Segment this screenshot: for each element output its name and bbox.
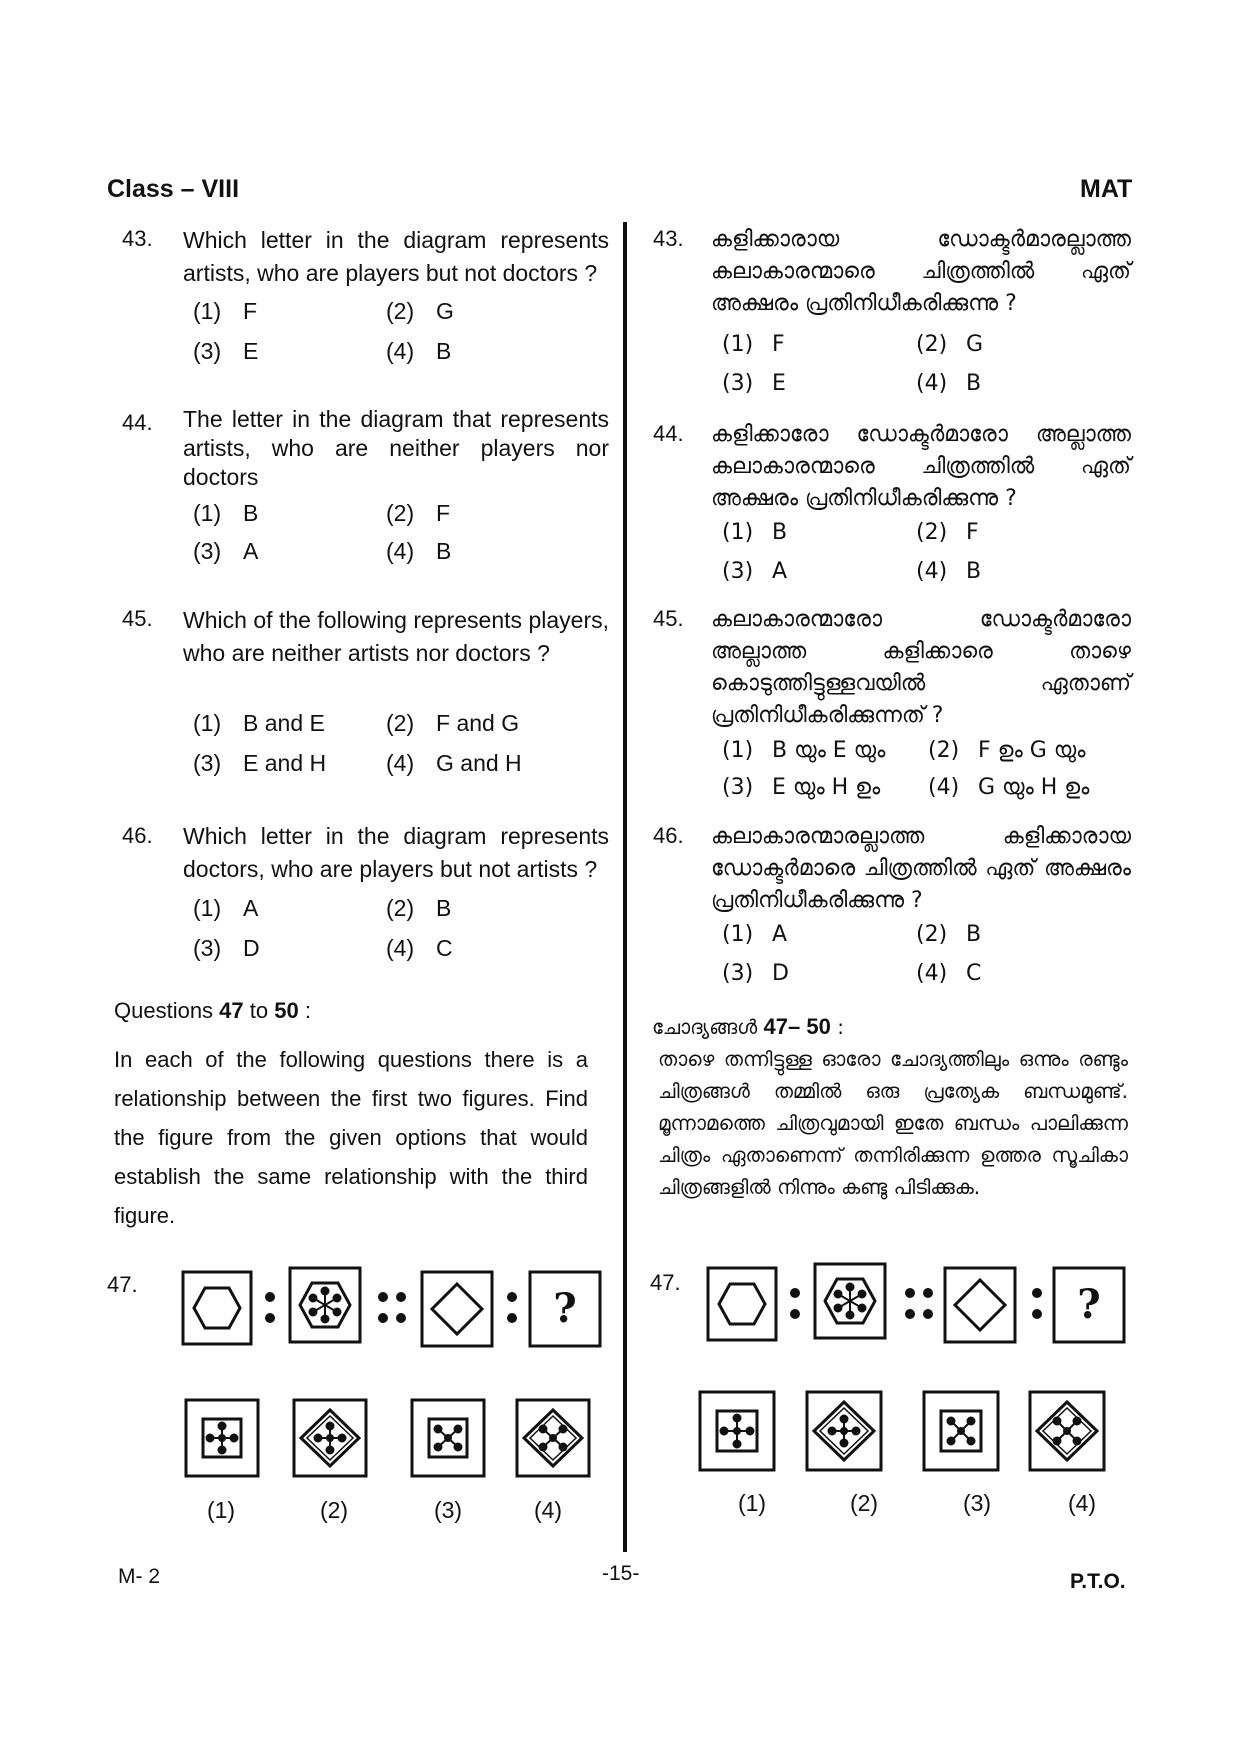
- instructions: താഴെ തന്നിട്ടുള്ള ഓരോ ചോദ്യത്തിലും ഒന്നും രണ്ടും ചിത്രങ്ങൾ തമ്മിൽ ഒരു പ്രത്യേക ബന്ധമുണ്ട്. മൂന്നാമത്തെ ചിത്രവുമായി ഇതേ ബന്ധം പാലിക്കുന്ന ചിത്രം ഏതാണെന്ന് തന്നിരിക്കുന്ന ഉത്തര സൂചികാ ചിത്രങ്ങളിൽ നിന്നും കണ്ടു പിടിക്കുക.: [658, 1047, 1128, 1199]
- pto-label: P.T.O.: [1070, 1570, 1126, 1593]
- option-fig-1: [700, 1392, 774, 1470]
- option-label: (2): [319, 1497, 349, 1523]
- option: (1) F: [193, 298, 258, 324]
- question-number: 44.: [122, 410, 153, 435]
- option-label: (3): [433, 1497, 463, 1523]
- section-heading: Questions 47 to 50 :: [114, 998, 311, 1023]
- question-text: കളിക്കാരായ ഡോക്ടർമാരല്ലാത്ത കലാകാരന്മാരെ ചിത്രത്തിൽ ഏത് അക്ഷരം പ്രതിനിധീകരിക്കുന്നു ?: [711, 227, 1131, 316]
- option: (2) B: [916, 922, 982, 947]
- option-label: (2): [849, 1490, 879, 1516]
- option: (3) E and H: [193, 750, 327, 776]
- option-fig-2: [807, 1392, 881, 1470]
- instructions: In each of the following questions there is a relationship between the first two figures. Find the figure from the given options that would establish the same relationship with the third figure.: [114, 1047, 588, 1228]
- option: (4) B: [386, 538, 452, 564]
- question-text: Which letter in the diagram represents artists, who are players but not doctors ?: [183, 227, 609, 286]
- option: (1) B and E: [193, 710, 325, 736]
- question-number: 43.: [653, 226, 684, 251]
- question-number: 44.: [653, 421, 684, 446]
- option: (1) F: [722, 332, 785, 357]
- question-mark: ?: [553, 1285, 577, 1332]
- option: (3) E: [193, 338, 259, 364]
- option: (4) B: [916, 559, 982, 584]
- option-label: (4): [1067, 1490, 1097, 1516]
- question-number: 43.: [122, 226, 153, 251]
- option: (2) F and G: [386, 710, 520, 736]
- option: (2) G: [386, 298, 454, 324]
- option-label: (1): [206, 1497, 236, 1523]
- question-text: കലാകാരന്മാരോ ഡോക്ടർമാരോ അല്ലാത്ത കളിക്കാരെ താഴെ കൊടുത്തിട്ടുള്ളവയിൽ ഏതാണ് പ്രതിനിധീകരിക്കുന്നത് ?: [711, 607, 1131, 728]
- option: (2) F ഉം G യും: [928, 738, 1086, 763]
- option-label: (3): [962, 1490, 992, 1516]
- question-number: 45.: [122, 606, 153, 631]
- option: (3) E യും H ഉം: [722, 775, 881, 800]
- option: (1) B: [722, 520, 788, 545]
- option: (1) A: [193, 895, 259, 921]
- question-number: 46.: [653, 823, 684, 848]
- question-text: Which letter in the diagram represents doctors, who are players but not artists ?: [183, 823, 609, 882]
- option: (3) D: [193, 935, 260, 961]
- option: (1) B: [193, 500, 259, 526]
- question-text: Which of the following represents players, who are neither artists nor doctors ?: [183, 607, 609, 666]
- question-number: 47.: [107, 1272, 138, 1297]
- question-text: The letter in the diagram that represents artists, who are neither players nor doctors: [183, 406, 609, 490]
- section-heading: ചോദ്യങ്ങൾ 47– 50 :: [652, 1014, 844, 1039]
- subject-label: MAT: [1080, 175, 1133, 203]
- option: (4) B: [386, 338, 452, 364]
- question-text: കലാകാരന്മാരല്ലാത്ത കളിക്കാരായ ഡോക്ടർമാരെ ചിത്രത്തിൽ ഏത് അക്ഷരം പ്രതിനിധീകരിക്കുന്നു ?: [711, 824, 1131, 913]
- class-label: Class – VIII: [107, 175, 240, 203]
- option: (4) C: [386, 935, 453, 961]
- question-text: കളിക്കാരോ ഡോക്ടർമാരോ അല്ലാത്ത കലാകാരന്മാരെ ചിത്രത്തിൽ ഏത് അക്ഷരം പ്രതിനിധീകരിക്കുന്നു ?: [711, 422, 1131, 511]
- question-number: 45.: [653, 606, 684, 631]
- option: (1) A: [722, 922, 788, 947]
- option: (2) F: [916, 520, 979, 545]
- option-label: (4): [533, 1497, 563, 1523]
- option: (2) G: [916, 332, 984, 357]
- option-fig-3: [924, 1392, 998, 1470]
- option: (2) B: [386, 895, 452, 921]
- option-fig-4: [1030, 1392, 1104, 1470]
- question-number: 47.: [650, 1270, 681, 1295]
- option: (3) A: [722, 559, 788, 584]
- question-mark: ?: [1077, 1281, 1101, 1328]
- option: (1) B യും E യും: [722, 738, 886, 763]
- option: (4) G യും H ഉം: [928, 775, 1090, 800]
- option: (2) F: [386, 500, 451, 526]
- option: (4) G and H: [386, 750, 522, 776]
- option: (3) D: [722, 961, 789, 986]
- option: (4) C: [916, 961, 982, 986]
- question-number: 46.: [122, 823, 153, 848]
- option: (4) B: [916, 371, 982, 396]
- option: (3) E: [722, 371, 786, 396]
- option: (3) A: [193, 538, 259, 564]
- page-number: -15-: [602, 1562, 640, 1585]
- footer-code: M- 2: [118, 1565, 160, 1588]
- option-label: (1): [737, 1490, 767, 1516]
